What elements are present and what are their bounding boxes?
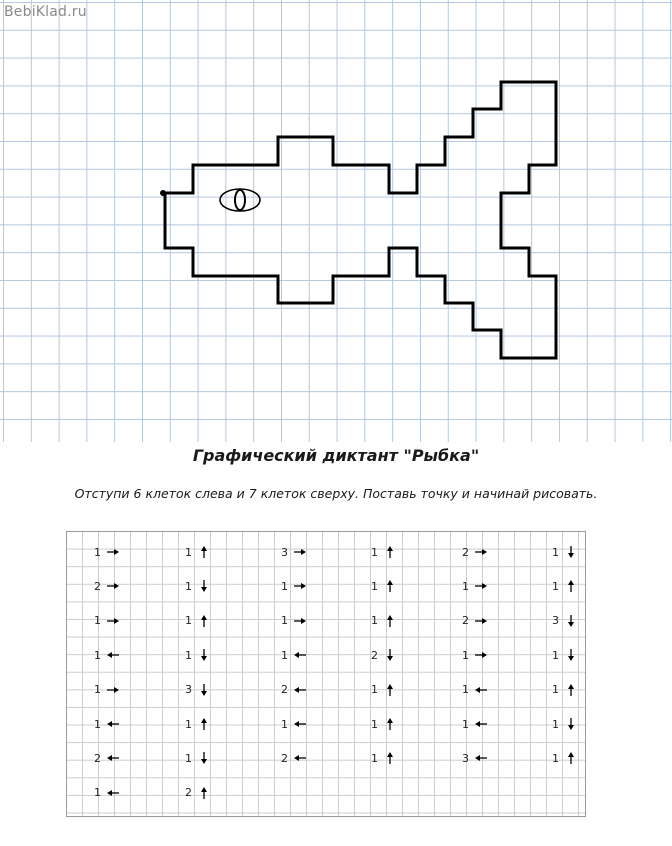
step-count: 1 (281, 614, 288, 628)
dictation-step (264, 542, 324, 562)
dictation-step (168, 680, 228, 700)
dictation-step (535, 748, 595, 768)
dictation-step (445, 748, 505, 768)
step-count: 2 (185, 786, 192, 800)
dictation-step (77, 680, 137, 700)
arrow-left-icon (292, 750, 308, 766)
step-count: 1 (94, 545, 101, 559)
dictation-step (535, 680, 595, 700)
arrow-down-icon (563, 647, 579, 663)
step-count: 1 (462, 579, 469, 593)
step-count: 1 (94, 614, 101, 628)
arrow-down-icon (196, 750, 212, 766)
step-count: 2 (94, 751, 101, 765)
start-dot (160, 190, 166, 196)
arrow-left-icon (105, 750, 121, 766)
dictation-step (264, 611, 324, 631)
page-title: Графический диктант "Рыбка" (192, 446, 480, 465)
dictation-step (77, 748, 137, 768)
fish-eye-outer (220, 189, 260, 211)
arrow-up-icon (196, 716, 212, 732)
arrow-up-icon (196, 785, 212, 801)
arrow-up-icon (382, 613, 398, 629)
dictation-step (168, 576, 228, 596)
step-count: 1 (185, 717, 192, 731)
arrow-right-icon (292, 578, 308, 594)
arrow-right-icon (105, 682, 121, 698)
arrow-up-icon (382, 716, 398, 732)
arrow-up-icon (382, 578, 398, 594)
arrow-down-icon (563, 716, 579, 732)
step-count: 1 (185, 751, 192, 765)
dictation-step (264, 680, 324, 700)
arrow-left-icon (105, 647, 121, 663)
arrow-up-icon (563, 578, 579, 594)
arrow-left-icon (105, 716, 121, 732)
step-count: 3 (552, 614, 559, 628)
step-count: 1 (462, 648, 469, 662)
step-count: 2 (462, 545, 469, 559)
arrow-left-icon (473, 682, 489, 698)
step-count: 2 (281, 683, 288, 697)
dictation-step (77, 611, 137, 631)
step-count: 1 (462, 717, 469, 731)
dictation-step (264, 748, 324, 768)
arrow-down-icon (563, 544, 579, 560)
step-count: 1 (552, 579, 559, 593)
arrow-right-icon (105, 613, 121, 629)
step-count: 1 (552, 545, 559, 559)
step-count: 2 (462, 614, 469, 628)
dictation-step (354, 748, 414, 768)
dictation-step (535, 542, 595, 562)
arrow-right-icon (473, 613, 489, 629)
fish-eye-inner (235, 190, 245, 210)
arrow-up-icon (196, 544, 212, 560)
step-count: 1 (281, 717, 288, 731)
step-count: 1 (371, 683, 378, 697)
arrow-down-icon (196, 578, 212, 594)
arrow-left-icon (292, 647, 308, 663)
arrow-up-icon (563, 682, 579, 698)
arrow-up-icon (196, 613, 212, 629)
dictation-step (168, 611, 228, 631)
step-count: 3 (462, 751, 469, 765)
step-count: 1 (185, 614, 192, 628)
instruction-text: Отступи 6 клеток слева и 7 клеток сверху. Поставь точку и начинай рисовать. (74, 486, 598, 501)
dictation-step (77, 645, 137, 665)
dictation-step (535, 645, 595, 665)
arrow-up-icon (382, 682, 398, 698)
step-count: 1 (552, 751, 559, 765)
arrow-right-icon (473, 647, 489, 663)
step-count: 1 (281, 648, 288, 662)
arrow-right-icon (473, 578, 489, 594)
step-count: 2 (94, 579, 101, 593)
dictation-step (264, 714, 324, 734)
dictation-step (354, 576, 414, 596)
arrow-right-icon (292, 613, 308, 629)
dictation-step (168, 645, 228, 665)
dictation-step (77, 714, 137, 734)
step-count: 1 (552, 683, 559, 697)
arrow-left-icon (292, 716, 308, 732)
dictation-step (445, 576, 505, 596)
dictation-step (445, 680, 505, 700)
arrow-left-icon (473, 716, 489, 732)
dictation-step (354, 680, 414, 700)
site-watermark: BebiKlad.ru (4, 4, 87, 20)
dictation-step (535, 576, 595, 596)
step-count: 2 (281, 751, 288, 765)
step-count: 1 (462, 683, 469, 697)
step-count: 1 (94, 683, 101, 697)
dictation-step (168, 748, 228, 768)
dictation-step (445, 714, 505, 734)
step-count: 1 (371, 614, 378, 628)
dictation-step (535, 611, 595, 631)
dictation-step (168, 714, 228, 734)
step-count: 1 (371, 545, 378, 559)
dictation-step (445, 542, 505, 562)
dictation-step (264, 645, 324, 665)
step-count: 1 (185, 648, 192, 662)
arrow-up-icon (382, 750, 398, 766)
dictation-step (77, 542, 137, 562)
arrow-left-icon (292, 682, 308, 698)
step-count: 1 (552, 648, 559, 662)
arrow-right-icon (105, 544, 121, 560)
step-count: 2 (371, 648, 378, 662)
arrow-right-icon (105, 578, 121, 594)
arrow-right-icon (473, 544, 489, 560)
dictation-step (445, 611, 505, 631)
dictation-step (168, 542, 228, 562)
step-count: 3 (281, 545, 288, 559)
step-count: 1 (94, 717, 101, 731)
arrow-down-icon (196, 647, 212, 663)
step-count: 1 (371, 751, 378, 765)
step-count: 1 (185, 579, 192, 593)
step-count: 1 (94, 786, 101, 800)
step-count: 1 (94, 648, 101, 662)
dictation-step (77, 576, 137, 596)
dictation-step (445, 645, 505, 665)
dictation-step (354, 714, 414, 734)
dictation-step (535, 714, 595, 734)
step-count: 1 (281, 579, 288, 593)
arrow-down-icon (196, 682, 212, 698)
arrow-left-icon (105, 785, 121, 801)
step-count: 1 (552, 717, 559, 731)
dictation-step (77, 783, 137, 803)
dictation-step (264, 576, 324, 596)
step-count: 1 (371, 579, 378, 593)
dictation-step (354, 611, 414, 631)
arrow-up-icon (563, 750, 579, 766)
arrow-down-icon (563, 613, 579, 629)
dictation-step (354, 645, 414, 665)
dictation-step (354, 542, 414, 562)
arrow-right-icon (292, 544, 308, 560)
dictation-step (168, 783, 228, 803)
arrow-left-icon (473, 750, 489, 766)
step-count: 1 (185, 545, 192, 559)
arrow-up-icon (382, 544, 398, 560)
arrow-down-icon (382, 647, 398, 663)
fish-outline (163, 82, 556, 358)
step-count: 3 (185, 683, 192, 697)
step-count: 1 (371, 717, 378, 731)
dictation-table (66, 531, 586, 817)
